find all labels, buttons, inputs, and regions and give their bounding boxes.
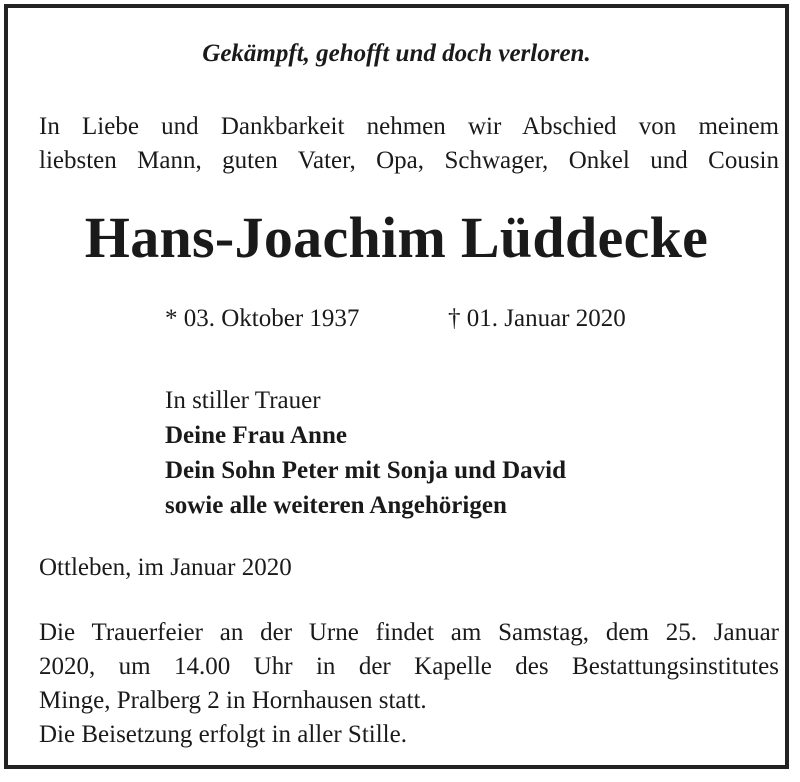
funeral-line-2: 2020, um 14.00 Uhr in der Kapelle des Bestattungsinstitutes <box>39 653 779 680</box>
place-date: Ottleben, im Januar 2020 <box>39 554 292 581</box>
mourners-heading: In stiller Trauer <box>165 387 321 414</box>
intro-line-1: In Liebe und Dankbarkeit nehmen wir Abschied von meinem <box>39 113 779 140</box>
funeral-line-3: Minge, Pralberg 2 in Hornhausen statt. <box>39 687 427 714</box>
motto: Gekämpft, gehofft und doch verloren. <box>202 40 591 67</box>
mourner-line: Dein Sohn Peter mit Sonja und David <box>165 457 566 484</box>
mourners-block <box>165 383 566 523</box>
deceased-name: Hans-Joachim Lüddecke <box>84 205 709 270</box>
funeral-notice <box>39 616 779 752</box>
intro-text <box>39 110 779 178</box>
funeral-line-1: Die Trauerfeier an der Urne findet am Samstag, dem 25. Januar <box>39 619 779 646</box>
obituary-frame <box>4 4 789 769</box>
birth-date: * 03. Oktober 1937 <box>165 305 360 332</box>
mourner-line: sowie alle weiteren Angehörigen <box>165 492 507 519</box>
death-date: † 01. Januar 2020 <box>448 305 626 332</box>
intro-line-2: liebsten Mann, guten Vater, Opa, Schwager, Onkel und Cousin <box>39 147 779 174</box>
funeral-line-4: Die Beisetzung erfolgt in aller Stille. <box>39 721 407 748</box>
mourner-line: Deine Frau Anne <box>165 422 347 449</box>
